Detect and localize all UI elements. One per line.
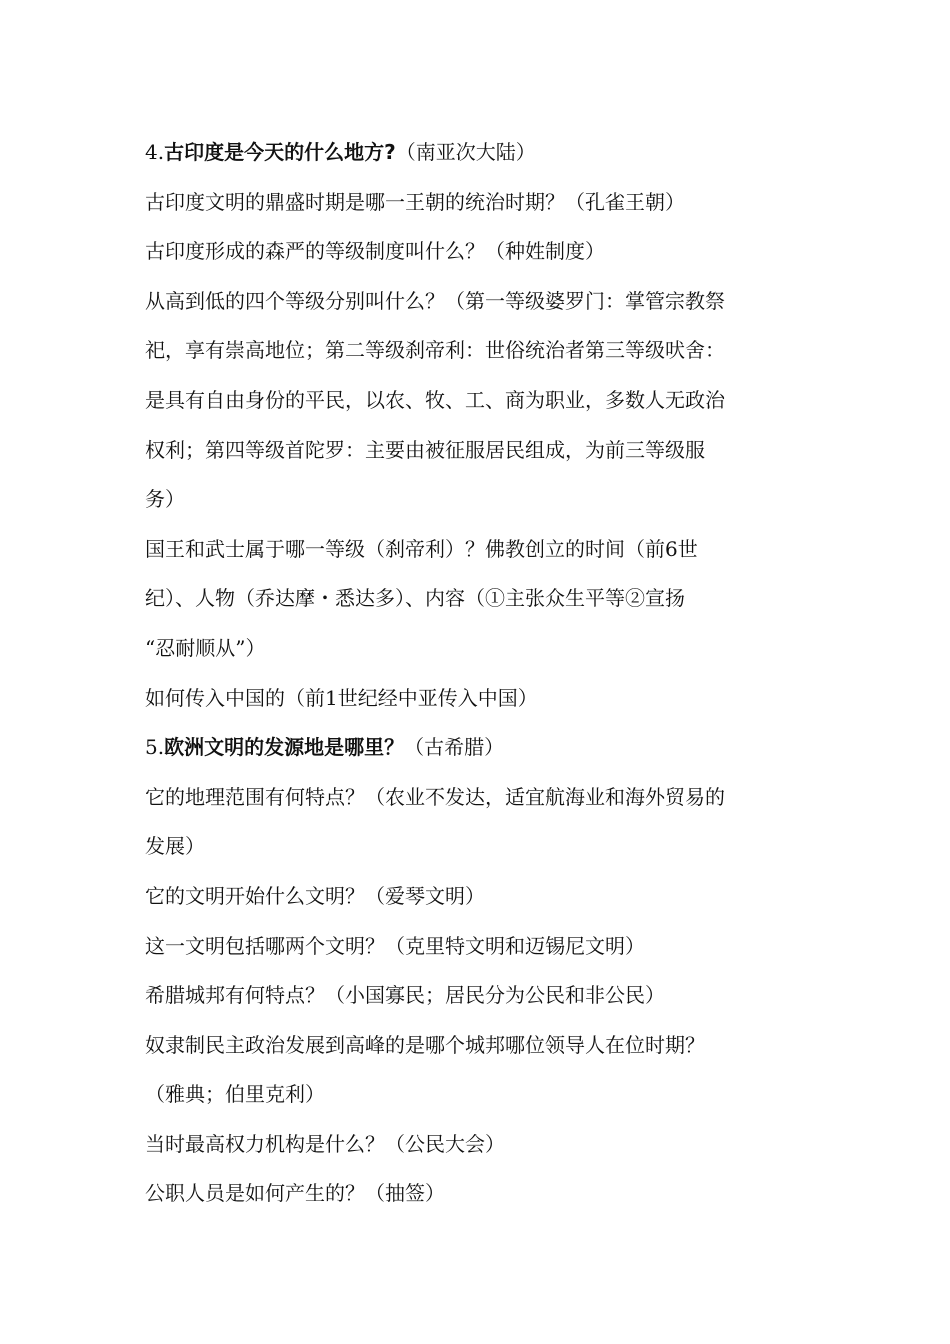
text-line: 公职人员是如何产生的？（抽签） (145, 1181, 445, 1206)
text-line: 奴隶制民主政治发展到高峰的是哪个城邦哪位领导人在位时期？ (145, 1032, 705, 1057)
text-line: 务） (145, 487, 185, 512)
text-line: 发展） (145, 834, 205, 859)
text-line: 权利；第四等级首陀罗：主要由被征服居民组成，为前三等级服 (145, 437, 705, 462)
text-line: 是具有自由身份的平民，以农、牧、工、商为职业，多数人无政治 (145, 387, 725, 412)
text-line: 它的文明开始什么文明？（爱琴文明） (145, 883, 485, 908)
question-number: 5. (145, 735, 165, 760)
text-line: 希腊城邦有何特点？（小国寡民；居民分为公民和非公民） (145, 983, 665, 1008)
text-line: 从高到低的四个等级分别叫什么？（第一等级婆罗门：掌管宗教祭 (145, 288, 725, 313)
text-line: 古印度文明的鼎盛时期是哪一王朝的统治时期？（孔雀王朝） (145, 189, 685, 214)
text-line: 这一文明包括哪两个文明？（克里特文明和迈锡尼文明） (145, 933, 645, 958)
text-line: 当时最高权力机构是什么？（公民大会） (145, 1131, 505, 1156)
question-number: 4. (145, 140, 165, 164)
question-4-heading (145, 128, 805, 178)
question-title: 欧洲文明的发源地是哪里？ (164, 735, 405, 760)
text-line: 如何传入中国的（前1世纪经中亚传入中国） (145, 685, 538, 710)
question-5-heading (145, 723, 805, 773)
question-title: 古印度是今天的什么地方? (164, 140, 396, 164)
text-line: “忍耐顺从”） (145, 635, 266, 660)
text-line: 国王和武士属于哪一等级（刹帝利）？佛教创立的时间（前6世 (145, 536, 698, 561)
text-line: 纪）、人物（乔达摩・悉达多）、内容（①主张众生平等②宣扬 (145, 586, 685, 611)
answer-text: （古希腊） (404, 735, 505, 760)
text-line: 它的地理范围有何特点？（农业不发达，适宜航海业和海外贸易的 (145, 784, 725, 809)
answer-text: （南亚次大陆） (395, 140, 536, 164)
text-line: 古印度形成的森严的等级制度叫什么？（种姓制度） (145, 239, 605, 264)
text-line: 祀，享有崇高地位；第二等级刹帝利：世俗统治者第三等级吠舍： (145, 338, 725, 363)
text-line: （雅典；伯里克利） (145, 1082, 325, 1107)
document-body (145, 128, 805, 1219)
